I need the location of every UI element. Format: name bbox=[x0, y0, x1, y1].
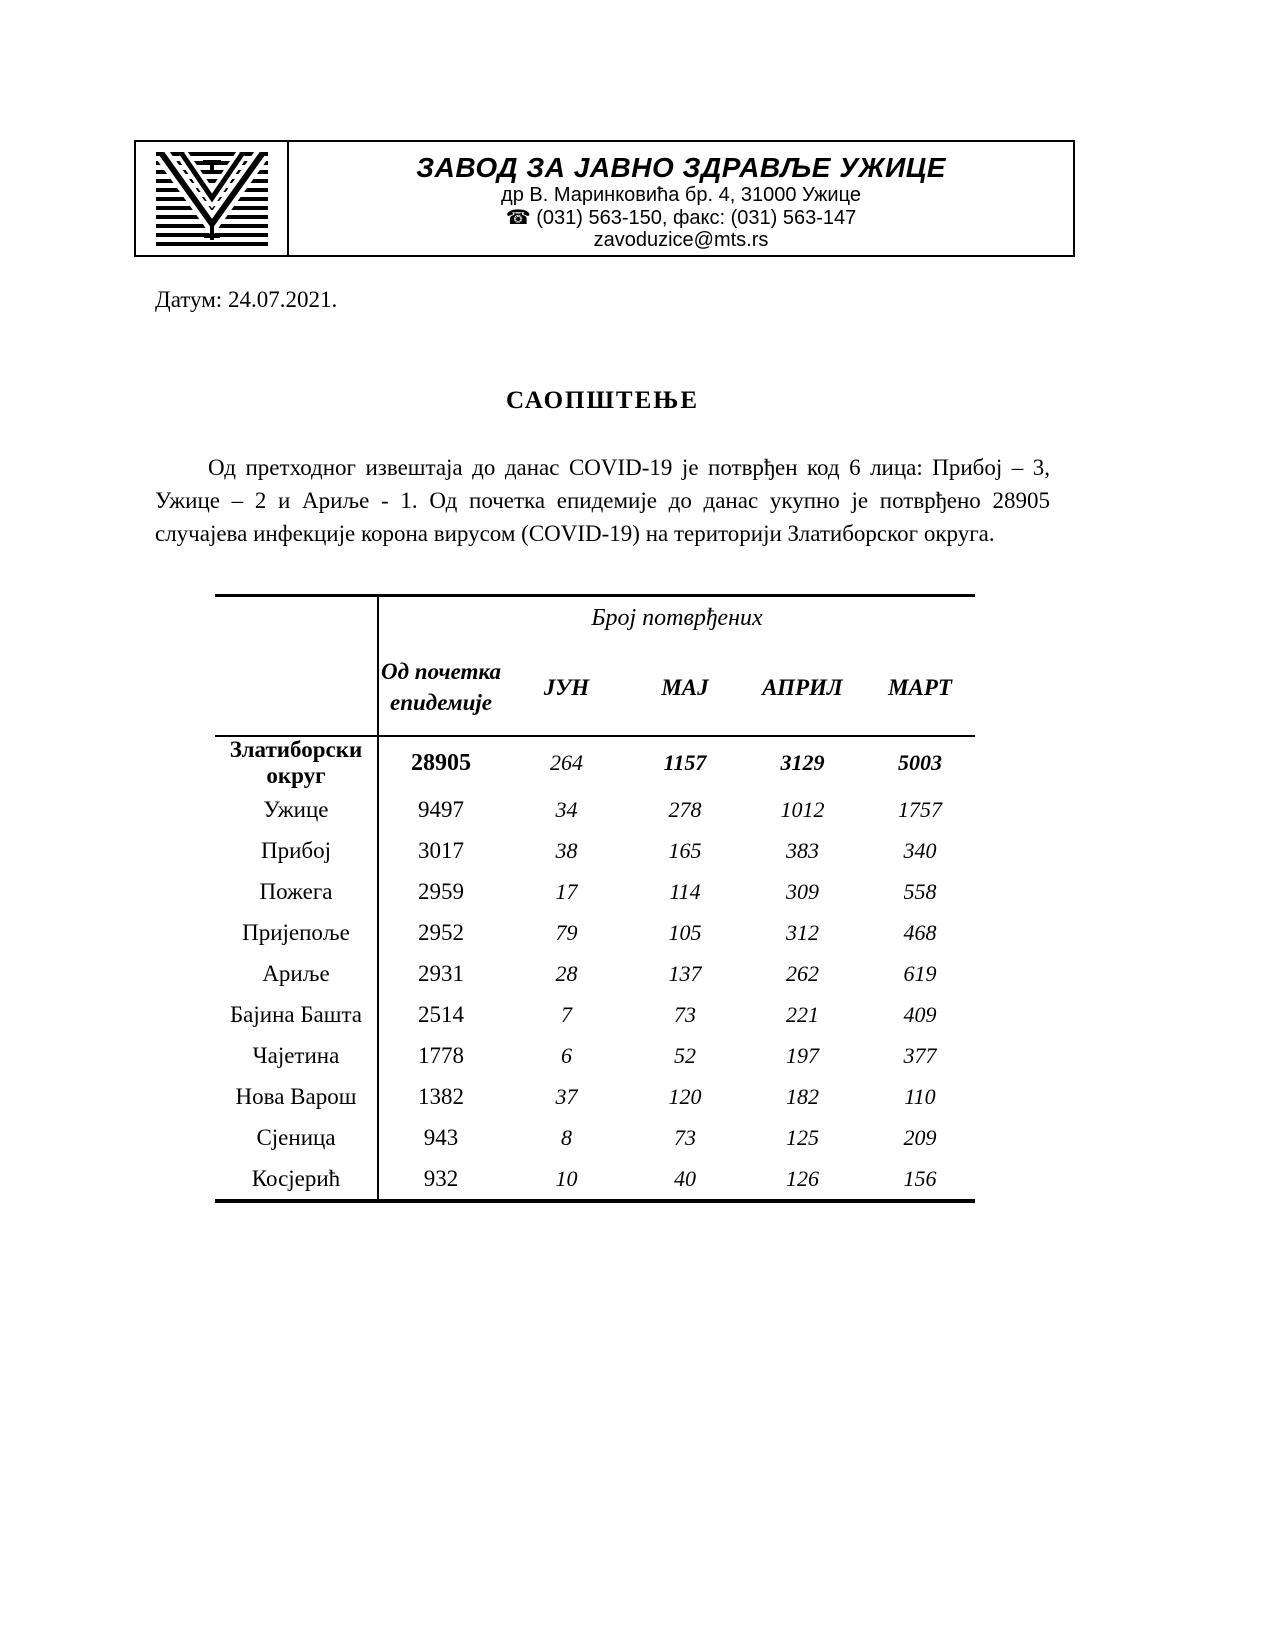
value-cell: 10 bbox=[555, 1165, 578, 1191]
value-cell: 182 bbox=[786, 1083, 819, 1109]
area-name-cell: Ужице bbox=[215, 789, 378, 830]
area-name-cell: Косјерић bbox=[215, 1158, 378, 1201]
column-header-jun: ЈУН bbox=[503, 639, 630, 736]
value-cell: 73 bbox=[674, 1124, 696, 1150]
phone-icon: ☎ bbox=[505, 205, 531, 229]
area-name-cell: Сјеница bbox=[215, 1117, 378, 1158]
value-cell: 340 bbox=[903, 837, 937, 863]
value-cell: 932 bbox=[423, 1165, 459, 1191]
area-name-cell: Пожега bbox=[215, 871, 378, 912]
letterhead-info bbox=[289, 142, 1073, 255]
date-line: Датум: 24.07.2021. bbox=[155, 287, 338, 312]
value-cell: 40 bbox=[674, 1165, 696, 1191]
group-header-row bbox=[215, 596, 975, 640]
area-name-cell: Ариље bbox=[215, 953, 378, 994]
area-name-cell: Пријепоље bbox=[215, 912, 378, 953]
table-row bbox=[215, 994, 975, 1035]
org-phone-line bbox=[289, 206, 1073, 229]
value-cell: 79 bbox=[555, 919, 578, 945]
value-cell: 114 bbox=[669, 878, 701, 904]
logo-cell bbox=[136, 142, 289, 255]
body-paragraph: Од претходног извештаја до данас COVID-19 је потврђен код 6 лица: Прибој – 3, Ужице – 2 и Ариље - 1. Од почетка епидемије до данас укупно је потврђено 28905 случајева инфекције корона вирусом (COVID-19) на територији Златиборског округа. bbox=[155, 455, 1050, 546]
area-name-cell: Чајетина bbox=[215, 1035, 378, 1076]
area-name-cell: Нова Варош bbox=[215, 1076, 378, 1117]
value-cell: 264 bbox=[550, 750, 583, 775]
area-name-cell: Златиборски округ bbox=[215, 736, 378, 789]
value-cell: 34 bbox=[555, 796, 578, 822]
value-cell: 2931 bbox=[418, 960, 464, 986]
table-row bbox=[215, 912, 975, 953]
value-cell: 1778 bbox=[418, 1042, 464, 1068]
column-header-april: АПРИЛ bbox=[740, 639, 865, 736]
value-cell: 409 bbox=[903, 1001, 937, 1027]
value-cell: 619 bbox=[903, 960, 937, 986]
value-cell: 37 bbox=[555, 1083, 578, 1109]
value-cell: 126 bbox=[786, 1165, 819, 1191]
phone-fax-text: (031) 563-150, факс: (031) 563-147 bbox=[536, 207, 857, 229]
area-name-cell: Бајина Башта bbox=[215, 994, 378, 1035]
value-cell: 1157 bbox=[663, 750, 707, 775]
value-cell: 3129 bbox=[780, 750, 825, 775]
value-cell: 221 bbox=[786, 1001, 819, 1027]
value-cell: 38 bbox=[555, 837, 578, 863]
value-cell: 1382 bbox=[418, 1083, 464, 1109]
value-cell: 17 bbox=[555, 878, 578, 904]
value-cell: 262 bbox=[786, 960, 819, 986]
value-cell: 209 bbox=[903, 1124, 937, 1150]
value-cell: 7 bbox=[561, 1001, 572, 1027]
value-cell: 278 bbox=[668, 796, 702, 822]
table-body bbox=[215, 736, 975, 1201]
value-cell: 105 bbox=[668, 919, 702, 945]
covid-cases-table bbox=[215, 594, 975, 1203]
document-title: САОПШТЕЊЕ bbox=[505, 387, 700, 414]
value-cell: 156 bbox=[903, 1165, 937, 1191]
table-row bbox=[215, 736, 975, 789]
group-header: Број потврђених bbox=[591, 604, 763, 631]
org-logo bbox=[156, 152, 268, 246]
org-name: ЗАВОД ЗА ЈАВНО ЗДРАВЉЕ УЖИЦЕ bbox=[416, 152, 946, 183]
table-row bbox=[215, 1076, 975, 1117]
value-cell: 5003 bbox=[898, 750, 942, 775]
value-cell: 943 bbox=[423, 1124, 459, 1150]
value-cell: 125 bbox=[786, 1124, 819, 1150]
value-cell: 2952 bbox=[418, 919, 464, 945]
org-email: zavoduzice@mts.rs bbox=[593, 229, 769, 251]
value-cell: 6 bbox=[561, 1042, 572, 1068]
value-cell: 28905 bbox=[411, 750, 471, 776]
value-cell: 110 bbox=[904, 1083, 936, 1109]
value-cell: 2959 bbox=[418, 878, 464, 904]
value-cell: 312 bbox=[786, 919, 819, 945]
value-cell: 1757 bbox=[898, 796, 942, 822]
value-cell: 52 bbox=[674, 1042, 696, 1068]
table-row bbox=[215, 1035, 975, 1076]
value-cell: 2514 bbox=[418, 1001, 464, 1027]
value-cell: 309 bbox=[786, 878, 819, 904]
value-cell: 73 bbox=[674, 1001, 696, 1027]
value-cell: 9497 bbox=[418, 796, 464, 822]
column-header-epidemic-start: Од почетка епидемије bbox=[378, 639, 503, 736]
value-cell: 558 bbox=[903, 878, 937, 904]
value-cell: 1012 bbox=[780, 796, 825, 822]
value-cell: 8 bbox=[561, 1124, 572, 1150]
value-cell: 28 bbox=[555, 960, 578, 986]
letterhead bbox=[134, 140, 1075, 257]
value-cell: 165 bbox=[668, 837, 702, 863]
table-row bbox=[215, 1117, 975, 1158]
value-cell: 468 bbox=[903, 919, 937, 945]
org-address: др В. Маринковића бр. 4, 31000 Ужице bbox=[501, 184, 861, 206]
corner-cell bbox=[215, 596, 378, 737]
column-header-mart: МАРТ bbox=[865, 639, 975, 736]
table-row bbox=[215, 1158, 975, 1201]
value-cell: 3017 bbox=[418, 837, 464, 863]
column-header-maj: МАЈ bbox=[630, 639, 740, 736]
value-cell: 377 bbox=[903, 1042, 937, 1068]
table-row bbox=[215, 830, 975, 871]
table-row bbox=[215, 789, 975, 830]
table-row bbox=[215, 871, 975, 912]
area-name-cell: Прибој bbox=[215, 830, 378, 871]
value-cell: 383 bbox=[786, 837, 819, 863]
value-cell: 137 bbox=[668, 960, 702, 986]
table-row bbox=[215, 953, 975, 994]
value-cell: 120 bbox=[668, 1083, 702, 1109]
value-cell: 197 bbox=[786, 1042, 819, 1068]
